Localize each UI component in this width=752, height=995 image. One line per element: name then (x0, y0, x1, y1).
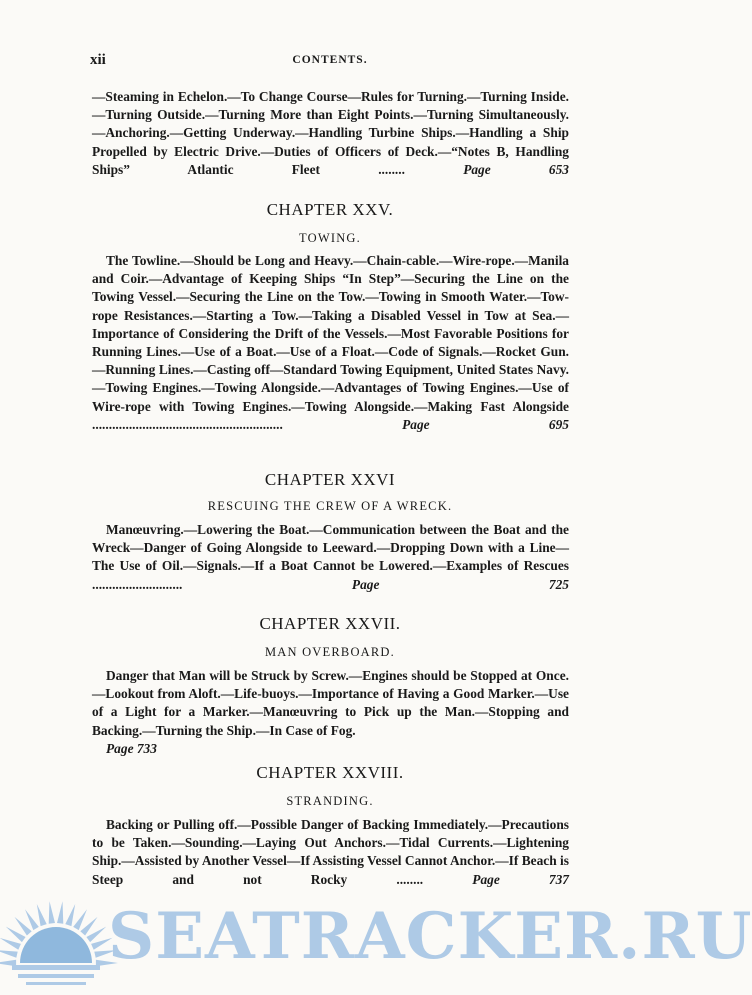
chapter-xxv-text: The Towline.—Should be Long and Heavy.—Chain-cable.—Wire-rope.—Manila and Coir.—Advantage of Keeping Ships “In Step”—Securing the Line on the Towing Vessel.—Securing the Line on the Tow.—Towing in Smooth Water.—Tow-rope Resistances.—Starting a Tow.—Taking a Disabled Vessel in Tow at Sea.—Importance of Considering the Drift of the Vessels.—Most Favorable Positions for Running Lines.—Use of a Boat.—Use of a Float.—Code of Signals.—Rocket Gun.—Running Lines.—Casting off—Standard Towing Equipment, United States Navy.—Towing Engines.—Towing Alongside.—Advantages of Towing Engines.—Use of Wire-rope with Towing Engines.—Towing Alongside.—Making Fast Alongside ......................................................... (92, 253, 569, 432)
site-watermark (0, 895, 752, 995)
chapter-subtitle-man-overboard: MAN OVERBOARD. (264, 645, 395, 659)
chapter-subtitle-rescuing: RESCUING THE CREW OF A WRECK. (207, 499, 453, 513)
intro-page-ref: Page 653 (463, 161, 569, 177)
chapter-xxvii-contents (92, 667, 569, 758)
chapter-xxviii-page-ref: Page 737 (472, 871, 569, 887)
chapter-xxviii-text: Backing or Pulling off.—Possible Danger of Backing Immediately.—Precautions to be Taken.—Sounding.—Laying Out Anchors.—Tidal Currents.—Lightening Ship.—Assisted by Another Vessel—If Assisting Vessel Cannot Anchor.—If Beach is Steep and not Rocky ........ (92, 817, 569, 887)
chapter-xxvi-text: Manœuvring.—Lowering the Boat.—Communication between the Boat and the Wreck—Danger of Going Alongside to Leeward.—Dropping Down with a Line—The Use of Oil.—Signals.—If a Boat Cannot be Lowered.—Examples of Rescues ........................... (92, 522, 569, 592)
chapter-xxvi-contents (92, 521, 569, 594)
chapter-heading-xxviii: CHAPTER XXVIII. (256, 763, 404, 782)
chapter-subtitle-towing: TOWING. (299, 231, 361, 245)
chapter-xxv-contents (92, 252, 569, 434)
chapter-xxvi-page-ref: Page 725 (351, 576, 569, 592)
chapter-xxvii-text: Danger that Man will be Struck by Screw.—Engines should be Stopped at Once.—Lookout from Aloft.—Life-buoys.—Importance of Having a Good Marker.—Use of a Light for a Marker.—Manœuvring to Pick up the Man.—Stopping and Backing.—Turning the Ship.—In Case of Fog. (92, 668, 569, 738)
page-header (90, 52, 570, 70)
chapter-heading-xxv: CHAPTER XXV. (266, 200, 394, 219)
watermark-text: SEATRACKER.RU (108, 899, 752, 974)
intro-paragraph (92, 88, 569, 179)
running-head: CONTENTS. (292, 54, 368, 66)
sun-burst-icon (0, 895, 110, 995)
chapter-subtitle-stranding: STRANDING. (286, 794, 374, 808)
chapter-heading-xxvii: CHAPTER XXVII. (259, 614, 401, 633)
chapter-xxv-page-ref: Page 695 (402, 416, 569, 432)
chapter-heading-xxvi: CHAPTER XXVI (264, 470, 396, 489)
chapter-xxviii-contents (92, 816, 569, 889)
intro-text: —Steaming in Echelon.—To Change Course—Rules for Turning.—Turning Inside.—Turning Outside.—Turning More than Eight Points.—Turning Simultaneously.—Anchoring.—Getting Underway.—Handling Turbine Ships.—Handling a Ship Propelled by Electric Drive.—Duties of Officers of Deck.—“Notes B, Handling Ships” Atlantic Fleet ........ (92, 89, 569, 177)
chapter-xxvii-page-ref: Page 733 (106, 740, 157, 756)
page-folio: xii (90, 52, 106, 68)
